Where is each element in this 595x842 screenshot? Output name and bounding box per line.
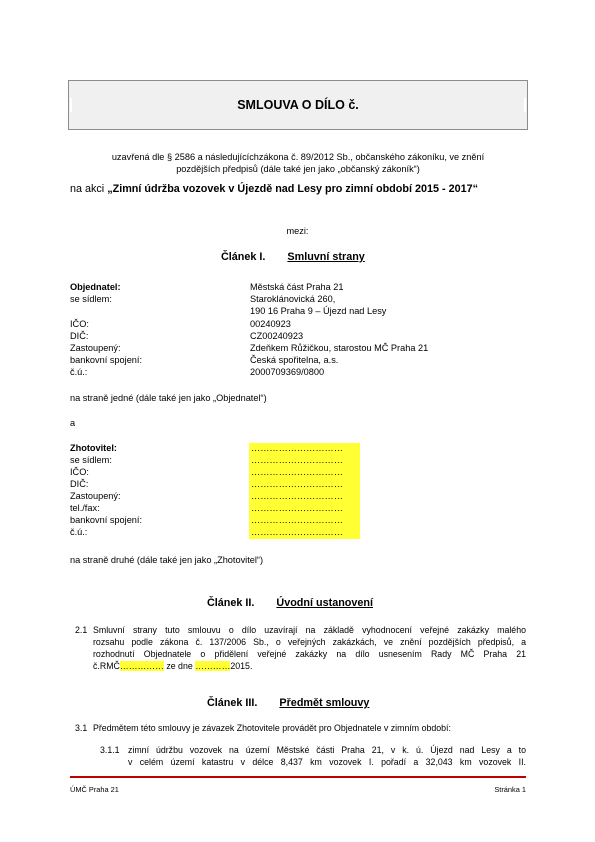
article-2-number: Článek II. <box>207 597 255 609</box>
mezi-text: mezi: <box>286 226 309 236</box>
zhotovitel-dic-value[interactable]: ………………………… <box>249 479 360 491</box>
akce-prefix: na akci <box>70 183 108 195</box>
objednatel-ico-value: 00240923 <box>250 319 291 329</box>
objednatel-sidlo-value: Staroklánovická 260, <box>250 294 336 304</box>
paragraph-2-1-number: 2.1 <box>75 625 88 635</box>
objednatel-sidlo-label: se sídlem: <box>70 294 112 304</box>
zhotovitel-value[interactable]: ………………………… <box>249 443 360 455</box>
article-1-number: Článek I. <box>221 251 266 263</box>
objednatel-note: na straně jedné (dále také jen jako „Objednatel“) <box>70 393 267 403</box>
footer-left: ÚMČ Praha 21 <box>70 785 119 794</box>
intro-line-1: uzavřená dle § 2586 a následujícíchzákona č. 89/2012 Sb., občanského zákoníku, ve znění <box>111 152 485 162</box>
article-3-number: Článek III. <box>207 697 258 709</box>
zhotovitel-telfax-label: tel./fax: <box>70 503 100 513</box>
zhotovitel-bank-label: bankovní spojení: <box>70 515 143 525</box>
rmc-year: 2015. <box>230 661 253 671</box>
paragraph-2-1-line-2: rozsahu podle zákona č. 137/2006 Sb., o veřejných zakázkách, ve znění pozdějších předpisů, a <box>93 637 526 647</box>
rmc-number-blank[interactable]: …………… <box>119 661 164 671</box>
zhotovitel-label: Zhotovitel: <box>70 443 117 453</box>
akce-line <box>70 183 526 196</box>
zhotovitel-zastoupeny-value[interactable]: ………………………… <box>249 491 360 503</box>
document-title: SMLOUVA O DÍLO č. <box>237 98 359 112</box>
footer-page-number: Stránka 1 <box>494 785 526 794</box>
zhotovitel-zastoupeny-label: Zastoupený: <box>70 491 121 501</box>
paragraph-2-1-line-1: Smluvní strany tuto smlouvu o dílo uzavírají na základě vyhodnocení veřejné zakázky malého <box>93 625 526 635</box>
rmc-date-label: ze dne <box>163 661 196 671</box>
article-1-heading <box>221 251 365 263</box>
rmc-date-blank[interactable]: ………… <box>195 661 231 671</box>
zhotovitel-dic-label: DIČ: <box>70 479 89 489</box>
zhotovitel-account-value[interactable]: ………………………… <box>249 527 360 539</box>
article-2-heading <box>207 597 373 609</box>
title-box <box>68 80 528 130</box>
zhotovitel-ico-value[interactable]: ………………………… <box>249 467 360 479</box>
article-3-heading <box>207 697 369 709</box>
objednatel-bank-label: bankovní spojení: <box>70 355 143 365</box>
objednatel-dic-value: CZ00240923 <box>250 331 304 341</box>
objednatel-value: Městská část Praha 21 <box>250 282 344 292</box>
objednatel-account-value: 2000709369/0800 <box>250 367 325 377</box>
zhotovitel-telfax-value[interactable]: ………………………… <box>249 503 360 515</box>
zhotovitel-sidlo-label: se sídlem: <box>70 455 112 465</box>
objednatel-dic-label: DIČ: <box>70 331 89 341</box>
article-3-title: Předmět smlouvy <box>279 697 370 709</box>
objednatel-ico-label: IČO: <box>70 319 89 329</box>
zhotovitel-sidlo-value[interactable]: ………………………… <box>249 455 360 467</box>
paragraph-2-1-line-3: rozhodnutí Objednatele o přidělení veřejné zakázky na dílo usnesením Rady MČ Praha 21 <box>93 649 526 659</box>
objednatel-account-label: č.ú.: <box>70 367 88 377</box>
zhotovitel-note: na straně druhé (dále také jen jako „Zhotovitel“) <box>70 555 264 565</box>
zhotovitel-ico-label: IČO: <box>70 467 89 477</box>
paragraph-3-1-number: 3.1 <box>75 723 88 733</box>
and-text: a <box>70 418 76 428</box>
objednatel-label: Objednatel: <box>70 282 121 292</box>
footer-divider <box>70 776 526 778</box>
zhotovitel-bank-value[interactable]: ………………………… <box>249 515 360 527</box>
paragraph-2-1-line-4 <box>93 661 526 673</box>
article-1-title: Smluvní strany <box>287 251 365 263</box>
objednatel-bank-value: Česká spořitelna, a.s. <box>250 355 339 365</box>
zhotovitel-account-label: č.ú.: <box>70 527 88 537</box>
rmc-prefix: č.RMČ <box>93 661 120 671</box>
akce-name: „Zimní údržba vozovek v Újezdě nad Lesy pro zimní období 2015 - 2017“ <box>107 183 479 195</box>
objednatel-zastoupeny-value: Zdeňkem Růžičkou, starostou MČ Praha 21 <box>250 343 429 353</box>
paragraph-3-1-1-line-2: v celém území katastru v délce 8,437 km vozovek I. pořadí a 32,043 km vozovek II. <box>128 757 526 767</box>
intro-text <box>70 152 526 175</box>
objednatel-zastoupeny-label: Zastoupený: <box>70 343 121 353</box>
paragraph-3-1-text: Předmětem této smlouvy je závazek Zhotovitele provádět pro Objednatele v zimním období: <box>93 723 451 733</box>
paragraph-3-1-1-number: 3.1.1 <box>100 745 120 755</box>
objednatel-sidlo-value-2: 190 16 Praha 9 – Újezd nad Lesy <box>250 306 387 316</box>
article-2-title: Úvodní ustanovení <box>276 597 373 609</box>
intro-line-2: pozdějších předpisů (dále také jen jako „občanský zákoník“) <box>176 163 420 174</box>
paragraph-3-1-1-line-1: zimní údržbu vozovek na území Městské části Praha 21, v k. ú. Újezd nad Lesy a to <box>128 745 526 755</box>
